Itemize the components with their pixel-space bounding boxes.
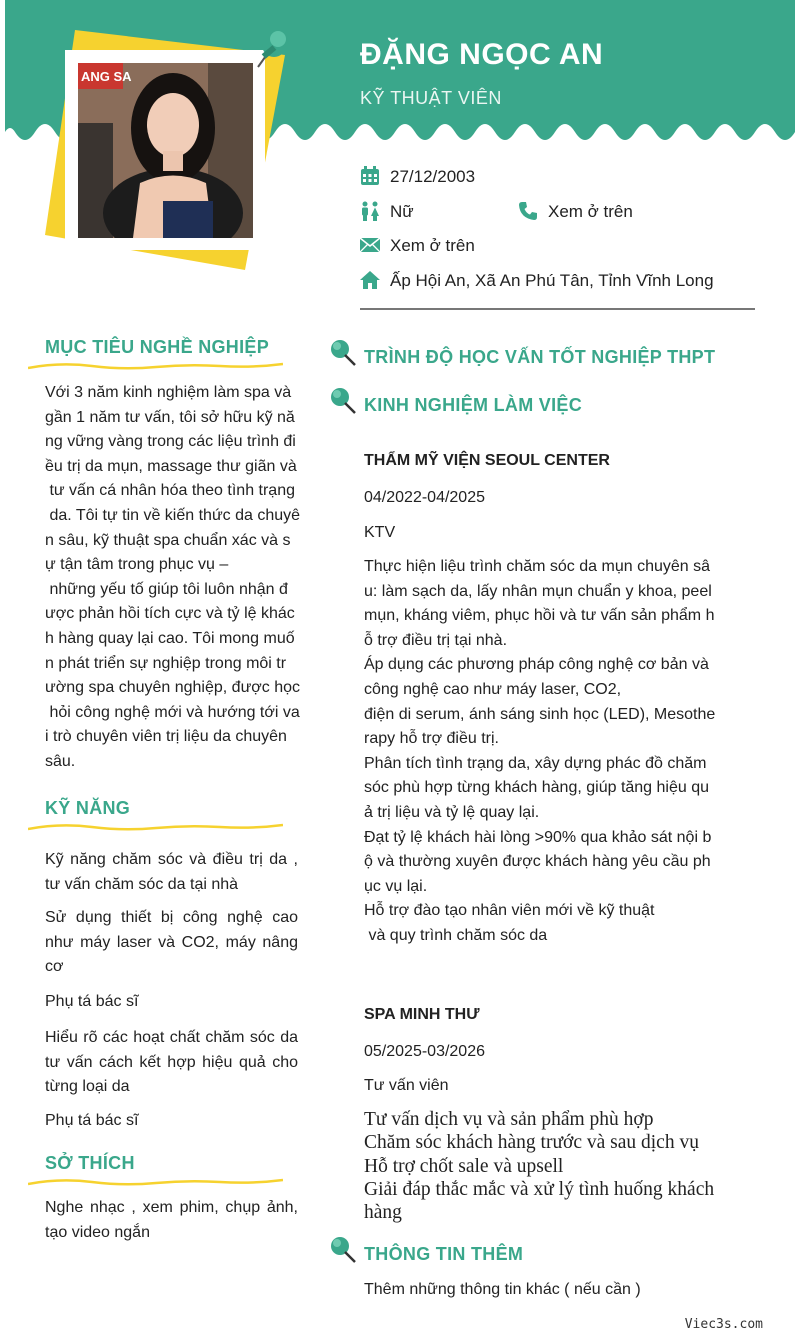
- job-description: [364, 555, 744, 949]
- text-line: n phát triển sự nghiệp trong môi tr: [45, 654, 287, 672]
- text-line: ều trị da mụn, massage thư giãn và: [45, 457, 297, 475]
- text-line: những yếu tố giúp tôi luôn nhận đ: [45, 580, 288, 598]
- pin-icon: [328, 1235, 358, 1265]
- text-line: ả trị liệu và tỷ lệ quay lại.: [364, 803, 540, 821]
- skill-item: Phụ tá bác sĩ: [45, 993, 139, 1010]
- text-line: công nghệ cao như máy laser, CO2,: [364, 680, 622, 698]
- extra-info-title: THÔNG TIN THÊM: [364, 1244, 524, 1264]
- skill-item: Kỹ năng chăm sóc và điều trị da , tư vấn chăm sóc da tại nhà: [45, 851, 298, 893]
- text-line: hỏi công nghệ mới và hướng tới va: [45, 703, 300, 721]
- text-line: ự tận tâm trong phục vụ –: [45, 556, 229, 574]
- phone-icon: [518, 201, 538, 221]
- section-underline: [28, 1176, 283, 1190]
- skill-item: Hiểu rõ các hoạt chất chăm sóc da tư vấn cách kết hợp hiệu quả cho từng loại da: [45, 1029, 298, 1096]
- calendar-icon: [360, 166, 380, 186]
- footer-brand: Viec3s.com: [684, 1317, 763, 1332]
- section-underline: [28, 360, 283, 374]
- text-line: ng vững vàng trong các liệu trình đi: [45, 433, 296, 451]
- pin-icon: [328, 338, 358, 368]
- skill-item: Sử dụng thiết bị công nghệ cao như máy laser và CO2, máy nâng cơ: [45, 909, 298, 976]
- job-position: Tư vấn viên: [364, 1077, 449, 1094]
- job-period: 05/2025-03/2026: [364, 1043, 485, 1060]
- text-line: hàng: [364, 1202, 402, 1224]
- text-line: Với 3 năm kinh nghiệm làm spa và: [45, 384, 292, 401]
- text-line: ường spa chuyên nghiệp, được học: [45, 679, 301, 697]
- text-line: u: làm sạch da, lấy nhân mụn chuẩn y khoa, peel: [364, 582, 712, 600]
- birthday-value: 27/12/2003: [390, 167, 476, 186]
- text-line: da. Tôi tự tin về kiến thức da chuyê: [45, 506, 301, 524]
- text-line: Hỗ trợ chốt sale và upsell: [364, 1155, 564, 1177]
- text-line: điện di serum, ánh sáng sinh học (LED), Mesothe: [364, 705, 716, 723]
- skill-item: Phụ tá bác sĩ: [45, 1112, 139, 1129]
- gender-icon: [360, 201, 380, 221]
- email-value: Xem ở trên: [390, 236, 475, 255]
- text-line: Giải đáp thắc mắc và xử lý tình huống khách: [364, 1178, 715, 1200]
- experience-title: KINH NGHIỆM LÀM VIỆC: [364, 395, 583, 415]
- profile-photo: [78, 63, 253, 238]
- job-description: [364, 1108, 744, 1224]
- text-line: gần 1 năm tư vấn, tôi sở hữu kỹ nă: [45, 408, 295, 426]
- text-line: Thực hiện liệu trình chăm sóc da mụn chuyên sâ: [364, 558, 710, 575]
- text-line: sâu.: [45, 752, 76, 770]
- pushpin-icon: [250, 25, 290, 70]
- text-line: n sâu, kỹ thuật spa chuẩn xác và s: [45, 531, 291, 549]
- section-underline: [28, 821, 283, 835]
- text-line: ục vụ lại.: [364, 877, 428, 895]
- text-line: ỗ trợ điều trị tại nhà.: [364, 631, 508, 649]
- text-line: ược phản hồi tích cực và tỷ lệ khác: [45, 605, 295, 623]
- candidate-name: ĐẶNG NGỌC AN: [360, 38, 604, 71]
- contact-divider: [360, 308, 755, 310]
- company-name: SPA MINH THƯ: [364, 1006, 480, 1023]
- objective-text: [45, 381, 301, 775]
- text-line: mụn, kháng viêm, phục hồi và tư vấn sản phẩm h: [364, 607, 715, 625]
- pin-icon: [328, 386, 358, 416]
- text-line: và quy trình chăm sóc da: [364, 926, 548, 944]
- hobbies-text: Nghe nhạc , xem phim, chụp ảnh, tạo video ngắn: [45, 1199, 298, 1241]
- text-line: sóc phù hợp từng khách hàng, giúp tăng hiệu qu: [364, 779, 710, 797]
- job-position: KTV: [364, 524, 396, 541]
- text-line: ộ và thường xuyên được khách hàng yêu cầu ph: [364, 853, 711, 871]
- phone-value: Xem ở trên: [548, 202, 633, 221]
- text-line: Tư vấn dịch vụ và sản phẩm phù hợp: [364, 1109, 654, 1130]
- email-icon: [360, 235, 380, 255]
- text-line: h hàng quay lại cao. Tôi mong muố: [45, 629, 295, 647]
- svg-text:ANG SA: ANG SA: [81, 69, 132, 84]
- text-line: Áp dụng các phương pháp công nghệ cơ bản và: [364, 656, 709, 674]
- company-name: THẨM MỸ VIỆN SEOUL CENTER: [364, 452, 610, 469]
- job-period: 04/2022-04/2025: [364, 489, 485, 506]
- gender-value: Nữ: [390, 202, 414, 221]
- extra-info-text: Thêm những thông tin khác ( nếu cần ): [364, 1281, 641, 1298]
- text-line: i trò chuyên viên trị liệu da chuyên: [45, 728, 287, 746]
- text-line: Đạt tỷ lệ khách hài lòng >90% qua khảo sát nội b: [364, 828, 712, 846]
- objective-title: MỤC TIÊU NGHỀ NGHIỆP: [45, 337, 270, 357]
- education-title: TRÌNH ĐỘ HỌC VẤN TỐT NGHIỆP THPT: [364, 347, 716, 367]
- text-line: Chăm sóc khách hàng trước và sau dịch vụ: [364, 1132, 699, 1154]
- address-value: Ấp Hội An, Xã An Phú Tân, Tỉnh Vĩnh Long: [390, 271, 714, 290]
- hobbies-title: SỞ THÍCH: [45, 1153, 135, 1173]
- text-line: Hỗ trợ đào tạo nhân viên mới về kỹ thuật: [364, 902, 655, 920]
- home-icon: [360, 270, 380, 290]
- text-line: tư vấn cá nhân hóa theo tình trạng: [45, 482, 295, 500]
- text-line: rapy hỗ trợ điều trị.: [364, 730, 499, 748]
- skills-title: KỸ NĂNG: [45, 798, 131, 818]
- job-title: KỸ THUẬT VIÊN: [360, 88, 502, 108]
- text-line: Phân tích tình trạng da, xây dựng phác đồ chăm: [364, 754, 707, 772]
